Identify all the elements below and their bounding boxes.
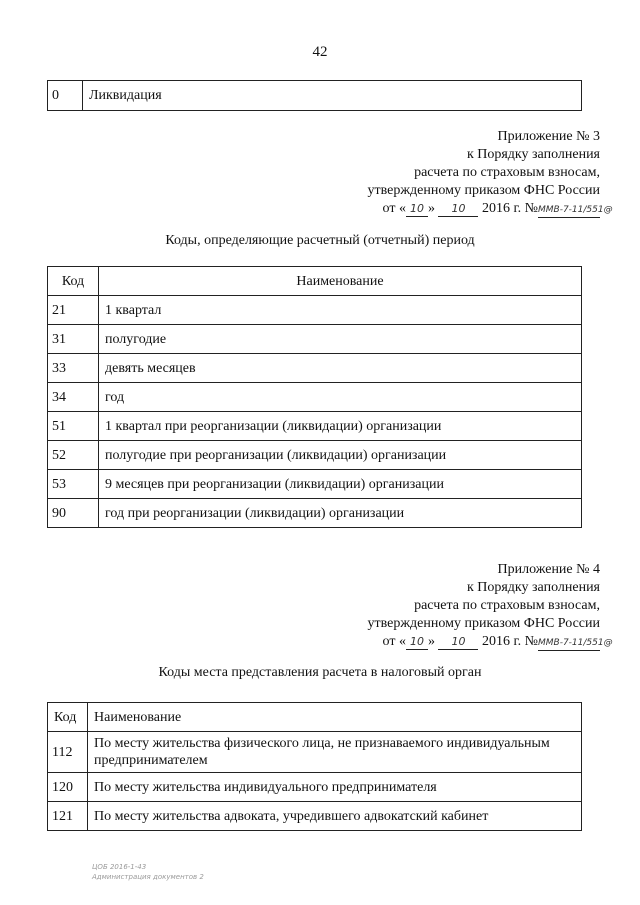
name-cell: полугодие [99, 325, 582, 354]
code-cell: 0 [48, 81, 83, 111]
code-cell: 90 [48, 499, 99, 528]
code-cell: 53 [48, 470, 99, 499]
code-cell: 121 [48, 802, 88, 831]
code-cell: 51 [48, 412, 99, 441]
table-row [48, 383, 582, 412]
table-row [48, 773, 582, 802]
table-row [48, 296, 582, 325]
appendix-4-header [367, 561, 613, 651]
column-header-code: Код [48, 703, 88, 732]
handwritten-month: 10 [438, 635, 478, 650]
appendix-3-header [367, 128, 613, 218]
table-row [48, 81, 582, 111]
code-cell: 34 [48, 383, 99, 412]
footer-stamp-line: ЦОБ 2016-1-43 [92, 863, 147, 871]
appendix-date-line [368, 633, 613, 651]
name-cell: Ликвидация [83, 81, 582, 111]
table-row [48, 325, 582, 354]
table-row [48, 732, 582, 773]
code-cell: 112 [48, 732, 88, 773]
appendix-line: к Порядку заполнения [466, 147, 600, 162]
date-prefix: от « [382, 634, 406, 649]
column-header-code: Код [48, 267, 99, 296]
table-row [48, 802, 582, 831]
name-cell: год [99, 383, 582, 412]
code-cell: 33 [48, 354, 99, 383]
name-cell: По месту жительства адвоката, учредившего адвокатский кабинет [88, 802, 582, 831]
handwritten-day: 10 [406, 635, 428, 650]
code-cell: 21 [48, 296, 99, 325]
page-number: 42 [312, 44, 328, 60]
liquidation-table [47, 80, 582, 111]
code-cell: 31 [48, 325, 99, 354]
table-row [48, 470, 582, 499]
code-cell: 52 [48, 441, 99, 470]
appendix-line: утвержденному приказом ФНС России [367, 616, 600, 631]
column-header-name: Наименование [99, 267, 582, 296]
name-cell: 1 квартал при реорганизации (ликвидации) организации [99, 412, 582, 441]
handwritten-day: 10 [406, 202, 428, 217]
date-mid: » [427, 201, 435, 216]
table-row [48, 354, 582, 383]
name-cell: По месту жительства индивидуального предпринимателя [88, 773, 582, 802]
appendix-line: расчета по страховым взносам, [414, 165, 600, 180]
appendix-line: к Порядку заполнения [466, 580, 600, 595]
footer-stamp-line: Администрация документов 2 [92, 873, 204, 881]
code-cell: 120 [48, 773, 88, 802]
name-cell: девять месяцев [99, 354, 582, 383]
appendix-line: расчета по страховым взносам, [414, 598, 600, 613]
table-row [48, 441, 582, 470]
name-cell: полугодие при реорганизации (ликвидации) организации [99, 441, 582, 470]
table-row [48, 412, 582, 441]
handwritten-number: ММВ-7-11/551@ [538, 636, 600, 651]
table-row [48, 499, 582, 528]
date-year: 2016 г. [481, 634, 522, 649]
handwritten-month: 10 [438, 202, 478, 217]
date-prefix: от « [382, 201, 406, 216]
section-title-period-codes: Коды, определяющие расчетный (отчетный) период [165, 233, 475, 248]
appendix-line: утвержденному приказом ФНС России [367, 183, 600, 198]
place-codes-table [47, 702, 582, 831]
period-codes-table [47, 266, 582, 528]
appendix-date-line [368, 200, 613, 218]
name-cell: 9 месяцев при реорганизации (ликвидации) организации [99, 470, 582, 499]
number-prefix: № [524, 634, 538, 649]
date-year: 2016 г. [481, 201, 522, 216]
section-title-place-codes: Коды места представления расчета в налоговый орган [158, 665, 482, 680]
table-header-row [48, 267, 582, 296]
date-mid: » [427, 634, 435, 649]
number-prefix: № [524, 201, 538, 216]
handwritten-number: ММВ-7-11/551@ [538, 203, 600, 218]
column-header-name: Наименование [88, 703, 582, 732]
name-cell: год при реорганизации (ликвидации) организации [99, 499, 582, 528]
name-cell: 1 квартал [99, 296, 582, 325]
appendix-title: Приложение № 4 [497, 562, 600, 577]
footer-stamp [92, 862, 204, 882]
name-cell: По месту жительства физического лица, не признаваемого индивидуальным предпринимателем [88, 732, 582, 773]
table-header-row [48, 703, 582, 732]
appendix-title: Приложение № 3 [497, 129, 600, 144]
